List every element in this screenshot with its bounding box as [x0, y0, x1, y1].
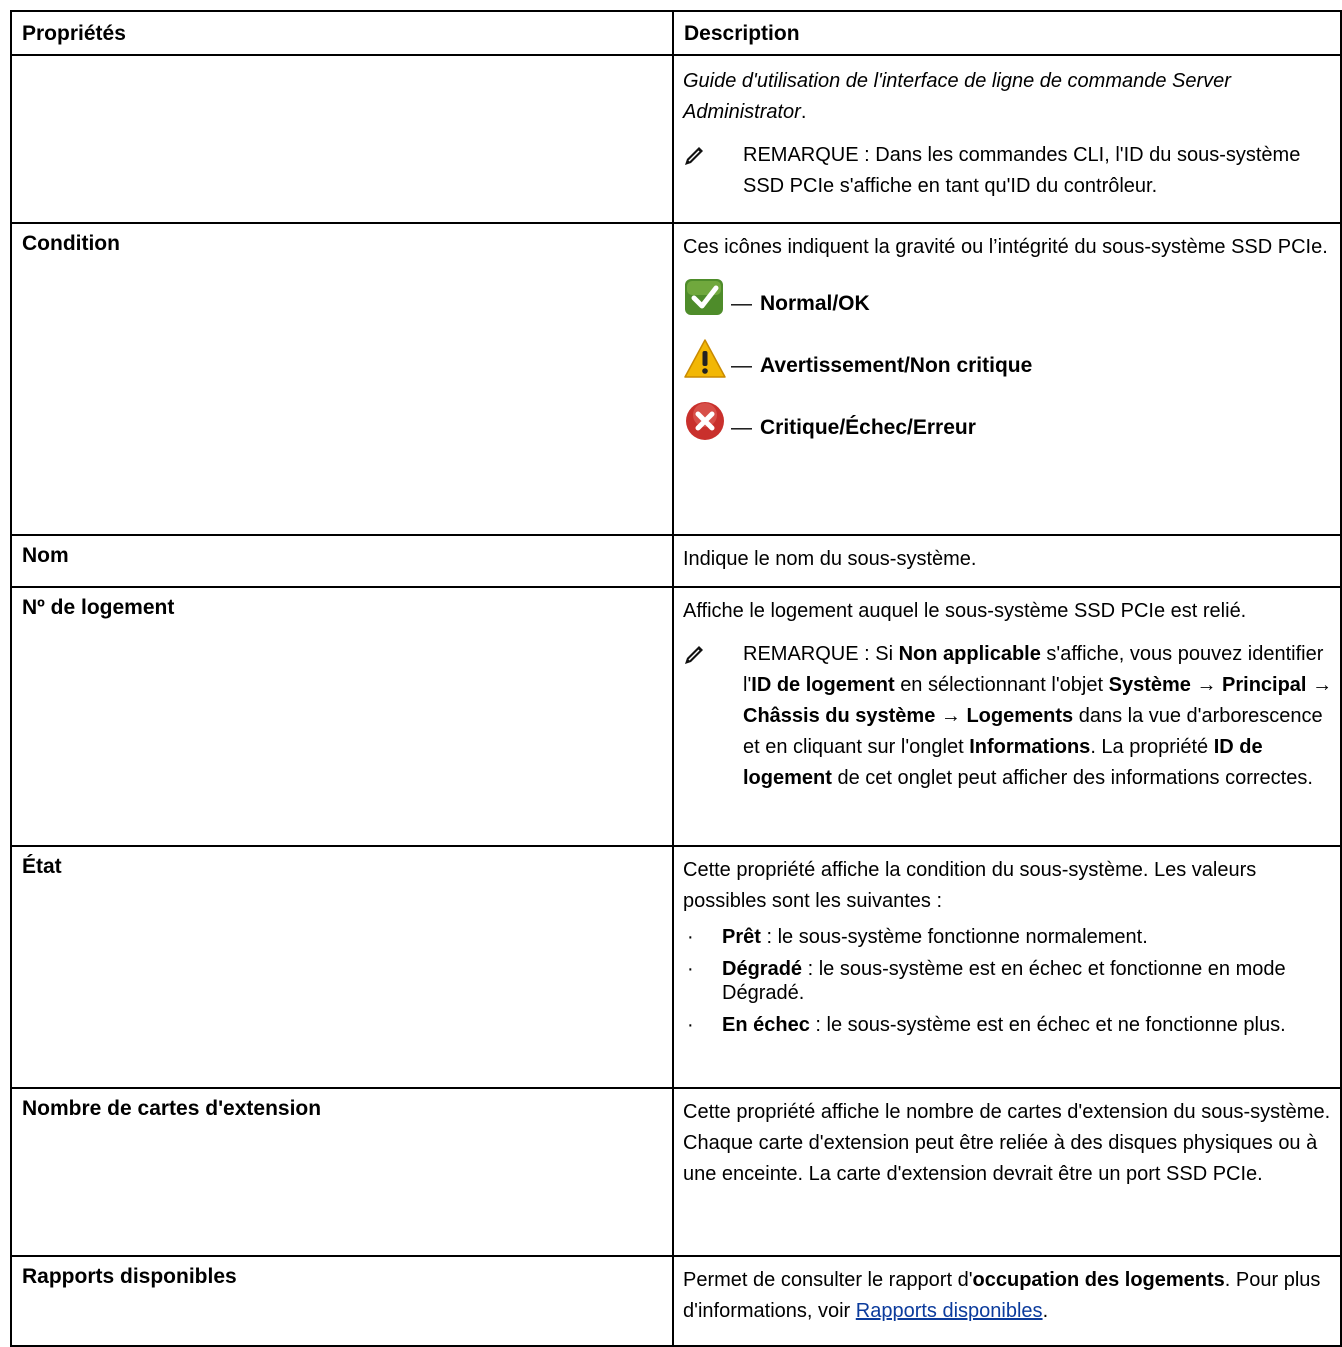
header-properties-cell: [11, 11, 673, 55]
table-row: [11, 223, 1341, 535]
state-desc: : le sous-système est en échec et fonctionne en mode Dégradé.: [722, 958, 1286, 1004]
warning-triangle-icon: [683, 337, 727, 381]
note-bold: Non applicable: [898, 643, 1041, 665]
reports-text: . Pour plus d'informations, voir: [683, 1269, 1321, 1322]
rapports-disponibles-link[interactable]: Rapports disponibles: [855, 1300, 1043, 1322]
nom-text: Indique le nom du sous-système.: [683, 548, 977, 570]
prop-cell: [11, 1088, 673, 1256]
status-warning: [683, 337, 1340, 381]
note-text: . La propriété: [1090, 736, 1209, 758]
state-desc: : le sous-système est en échec et ne fonctionne plus.: [809, 1014, 1286, 1036]
slot-text: Affiche le logement auquel le sous-système SSD PCIe est relié.: [683, 600, 1247, 622]
prop-condition: Condition: [22, 232, 120, 255]
status-critical: [683, 399, 1340, 443]
note-text: Si: [875, 643, 894, 665]
properties-table: [10, 10, 1342, 1347]
note-bold: Informations: [969, 736, 1091, 758]
header-properties: Propriétés: [22, 22, 126, 45]
dash: —: [731, 292, 752, 315]
condition-text: Ces icônes indiquent la gravité ou l’intégrité du sous-système SSD PCIe.: [683, 236, 1328, 258]
check-ok-icon: [683, 275, 727, 319]
note-text: en sélectionnant l'objet: [900, 674, 1104, 696]
note: [683, 140, 1340, 202]
prop-cell: [11, 535, 673, 587]
desc-cell: [673, 1088, 1341, 1256]
path-logements: Logements: [966, 705, 1074, 727]
arrow: →: [1196, 674, 1217, 696]
pencil-note-icon: [683, 644, 705, 666]
pencil-note-icon: [683, 145, 705, 167]
prop-cell: [11, 846, 673, 1088]
dash: —: [731, 416, 752, 439]
prop-cards: Nombre de cartes d'extension: [22, 1097, 322, 1120]
guide-title: Guide d'utilisation de l'interface de ligne de commande Server Administrator: [683, 70, 1231, 123]
desc-cell: [673, 223, 1341, 535]
dash: —: [731, 354, 752, 377]
note-label: REMARQUE :: [743, 643, 870, 665]
prop-cell: [11, 587, 673, 846]
list-item: [683, 925, 1340, 949]
table-row: [11, 587, 1341, 846]
table-header-row: [11, 11, 1341, 55]
header-description: Description: [684, 22, 800, 45]
critical-x-icon: [683, 399, 727, 443]
prop-cell: [11, 223, 673, 535]
reports-text: .: [1042, 1300, 1049, 1322]
states-list: [683, 925, 1340, 1037]
note-bold: ID de logement: [751, 674, 895, 696]
desc-cell: [673, 535, 1341, 587]
header-description-cell: [673, 11, 1341, 55]
path-chassis: Châssis du système: [743, 705, 936, 727]
state-term: Prêt: [722, 926, 761, 948]
path-system: Système: [1108, 674, 1191, 696]
table-row: [11, 846, 1341, 1088]
status-ok: [683, 275, 1340, 319]
arrow: →: [940, 705, 961, 727]
status-warning-label: Avertissement/Non critique: [760, 354, 1033, 377]
note-label: REMARQUE :: [743, 144, 870, 166]
note-text: dans la vue d'arborescence et en cliquant sur l'onglet: [743, 705, 1323, 758]
state-term: En échec: [722, 1014, 810, 1036]
desc-cell: [673, 587, 1341, 846]
state-desc: : le sous-système fonctionne normalement.: [760, 926, 1148, 948]
guide-reference: [683, 66, 1340, 128]
reports-text: Permet de consulter le rapport d': [683, 1269, 973, 1291]
path-principal: Principal: [1222, 674, 1307, 696]
table-row: [11, 55, 1341, 223]
desc-cell: [673, 55, 1341, 223]
list-item: [683, 1013, 1340, 1037]
arrow: →: [1312, 674, 1333, 696]
cards-text: Cette propriété affiche le nombre de cartes d'extension du sous-système. Chaque carte d'extension peut être reliée à des disques physiques ou à une enceinte. La carte d'extension devrait être un port SSD PCIe.: [683, 1101, 1331, 1185]
list-item: [683, 957, 1340, 1005]
table-row: [11, 535, 1341, 587]
prop-reports: Rapports disponibles: [22, 1265, 237, 1288]
reports-bold: occupation des logements: [972, 1269, 1225, 1291]
note-text: Dans les commandes CLI, l'ID du sous-système SSD PCIe s'affiche en tant qu'ID du contrôleur.: [743, 144, 1301, 197]
guide-period: .: [800, 101, 807, 123]
desc-cell: [673, 846, 1341, 1088]
note-text: de cet onglet peut afficher des informations correctes.: [837, 767, 1313, 789]
prop-slot: Nº de logement: [22, 596, 175, 619]
state-term: Dégradé: [722, 958, 803, 980]
prop-nom: Nom: [22, 544, 69, 567]
desc-cell: [673, 1256, 1341, 1346]
status-ok-label: Normal/OK: [760, 292, 870, 315]
prop-cell-empty: [11, 55, 673, 223]
table-row: [11, 1088, 1341, 1256]
table-row: [11, 1256, 1341, 1346]
prop-etat: État: [22, 855, 62, 878]
note-bold: ID de logement: [743, 736, 1263, 789]
status-critical-label: Critique/Échec/Erreur: [760, 416, 976, 439]
prop-cell: [11, 1256, 673, 1346]
note: [683, 639, 1340, 794]
etat-text: Cette propriété affiche la condition du sous-système. Les valeurs possibles sont les suivantes :: [683, 859, 1257, 912]
note-text: s'affiche, vous pouvez identifier l': [743, 643, 1324, 696]
